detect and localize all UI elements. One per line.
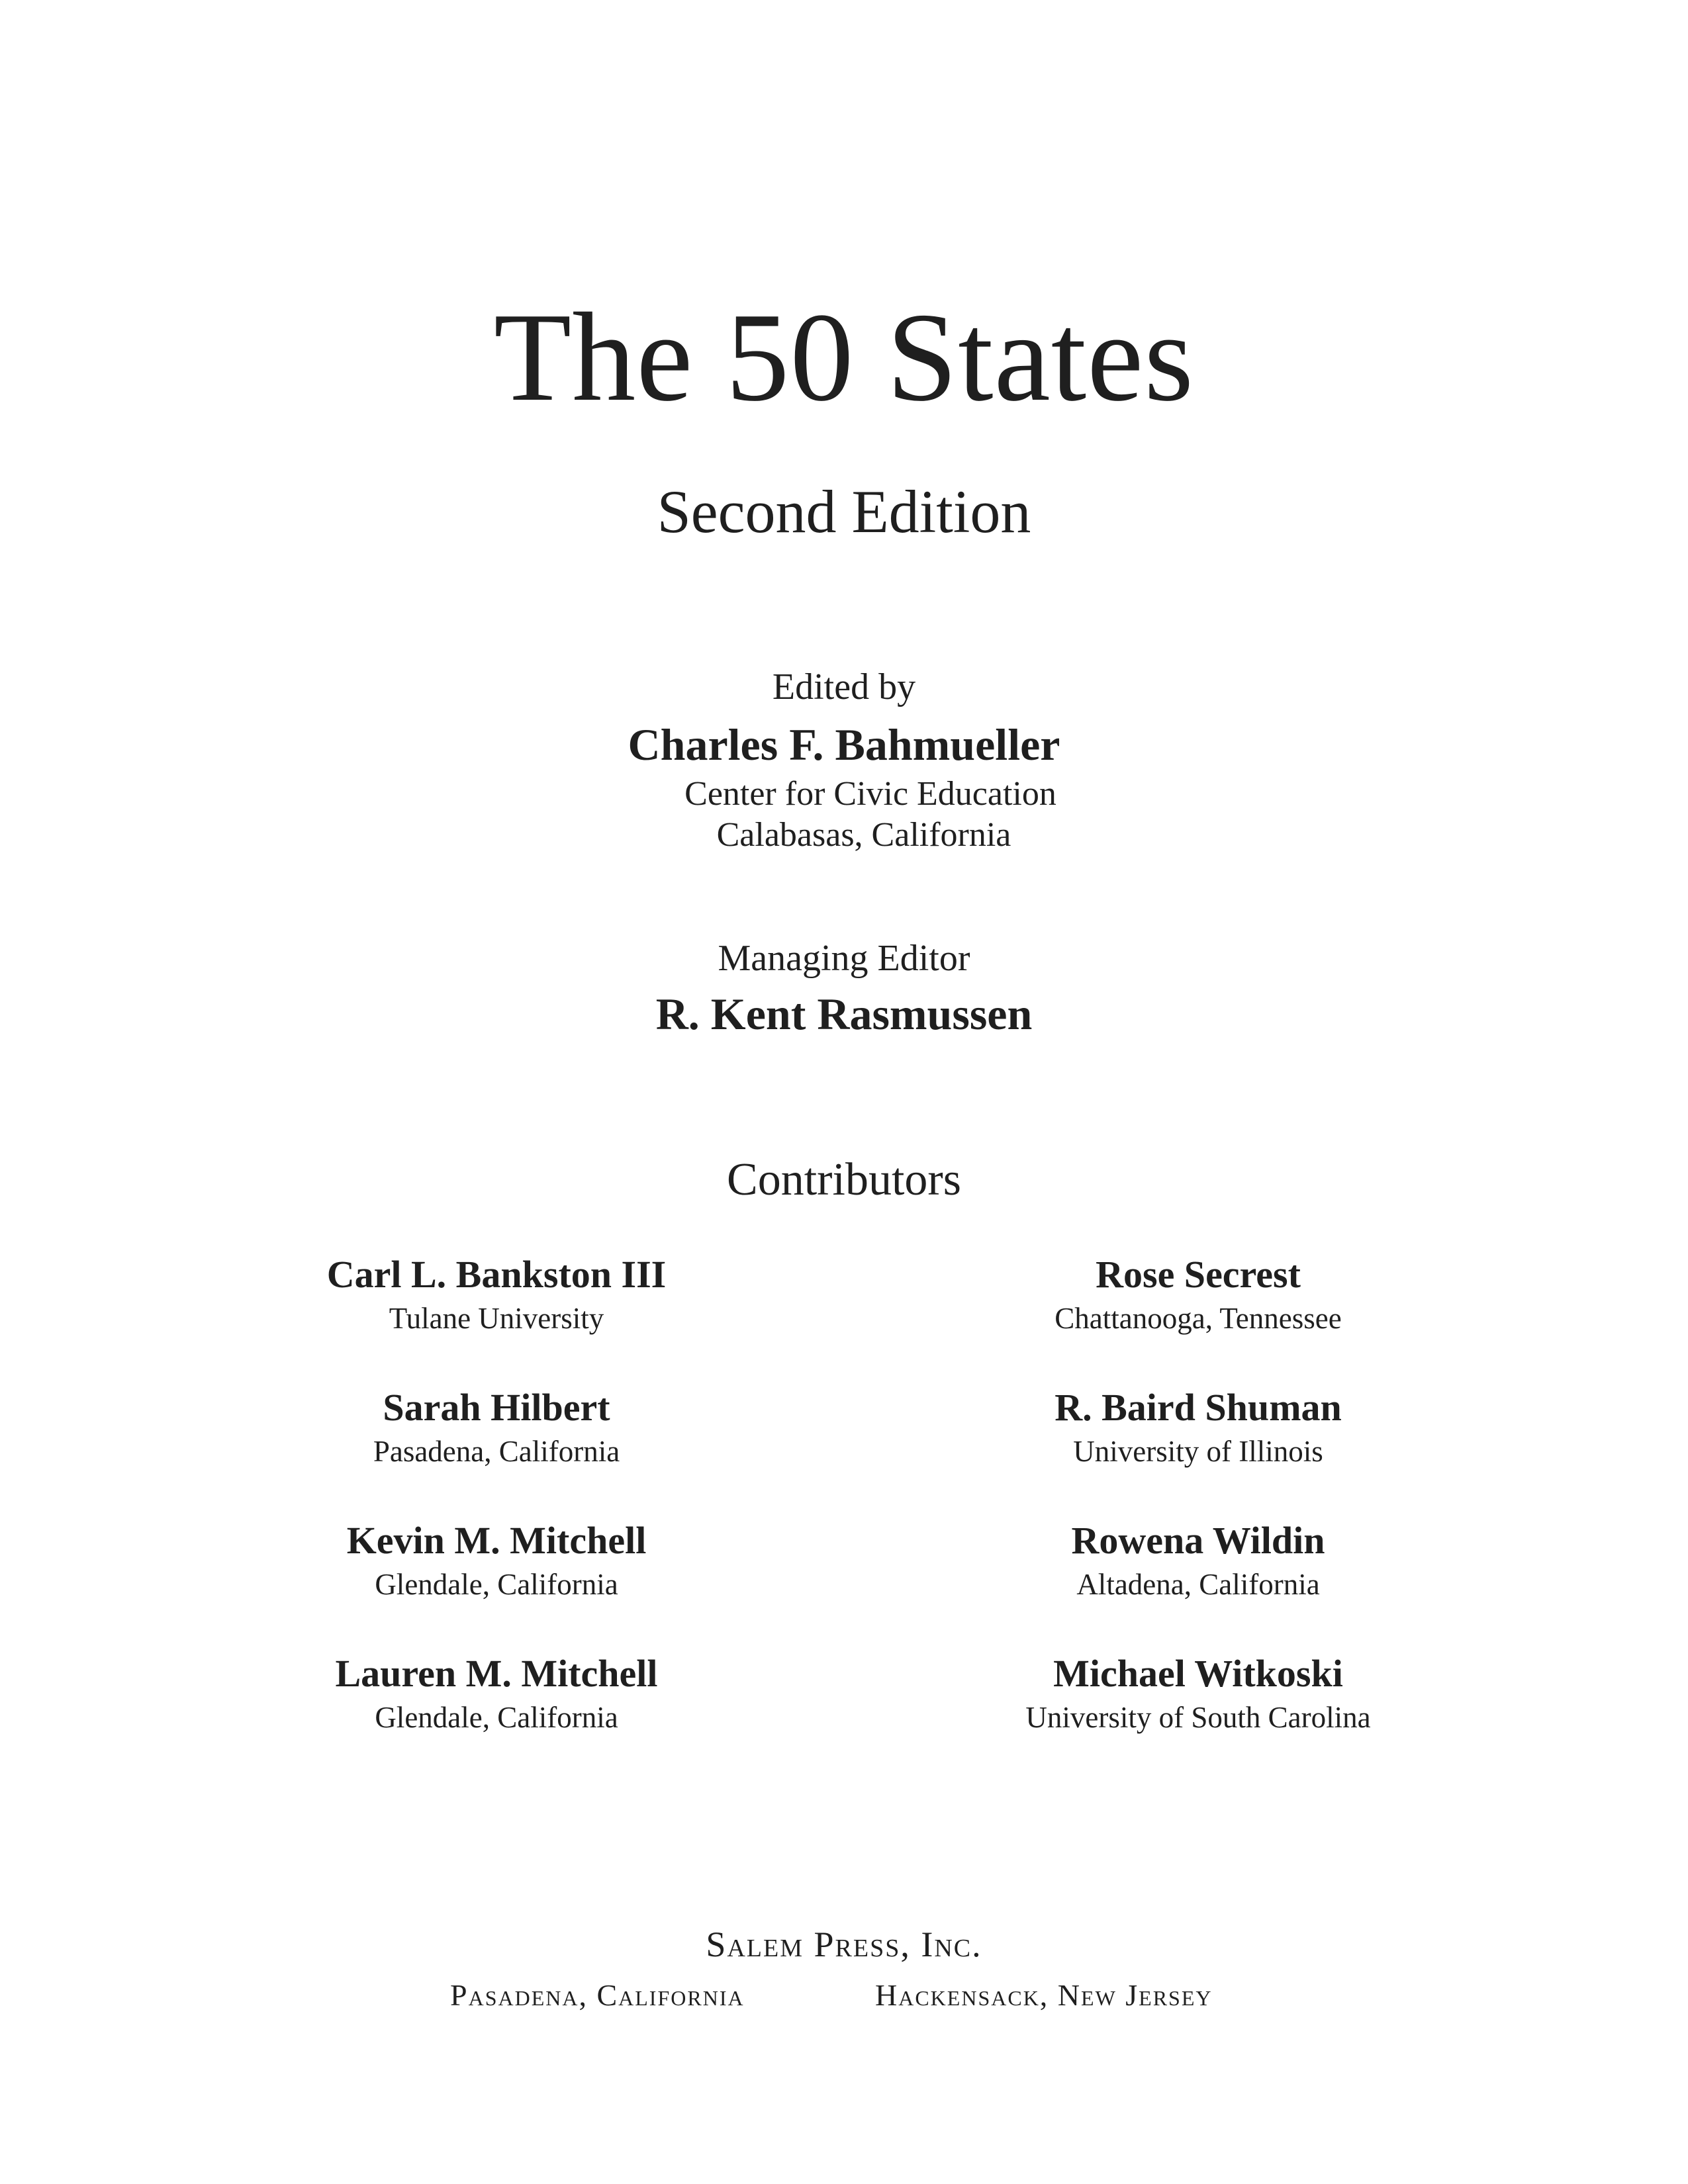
contributor-entry [867, 1384, 1529, 1471]
contributor-name: Michael Witkoski [1053, 1652, 1343, 1695]
contributor-name: Rose Secrest [1096, 1253, 1301, 1296]
editor-name: Charles F. Bahmueller [628, 719, 1060, 770]
contributor-entry [165, 1384, 827, 1471]
publisher-name: Salem Press, Inc. [706, 1925, 982, 1964]
book-title: The 50 States [493, 287, 1195, 428]
contributor-affiliation: Tulane University [389, 1302, 604, 1335]
contributor-name: Lauren M. Mitchell [335, 1652, 658, 1695]
contributor-entry [867, 1650, 1529, 1737]
contributor-name: Carl L. Bankston III [326, 1253, 667, 1296]
contributor-affiliation: University of South Carolina [1025, 1701, 1371, 1734]
contributor-entry [165, 1251, 827, 1338]
contributor-affiliation: Glendale, California [375, 1701, 618, 1734]
contributor-entry [165, 1517, 827, 1604]
contributor-name: Rowena Wildin [1071, 1519, 1325, 1562]
contributor-affiliation: Glendale, California [375, 1568, 618, 1601]
managing-editor-label: Managing Editor [718, 938, 970, 979]
contributor-affiliation: University of Illinois [1073, 1435, 1323, 1468]
contributor-affiliation: Chattanooga, Tennessee [1055, 1302, 1342, 1335]
edition-subtitle: Second Edition [657, 478, 1031, 545]
contributor-entry [165, 1650, 827, 1737]
contributor-entry [867, 1517, 1529, 1604]
publisher-city-left: Pasadena, California [450, 1978, 745, 2012]
managing-editor-name: R. Kent Rasmussen [655, 989, 1033, 1039]
contributor-affiliation: Altadena, California [1076, 1568, 1320, 1601]
contributors-heading: Contributors [727, 1154, 961, 1205]
contributor-entry [867, 1251, 1529, 1338]
contributor-name: Kevin M. Mitchell [346, 1519, 647, 1562]
contributor-name: Sarah Hilbert [383, 1386, 610, 1429]
editor-affiliation-location: Calabasas, California [716, 816, 1011, 854]
editor-affiliation-org: Center for Civic Education [684, 775, 1056, 813]
contributor-name: R. Baird Shuman [1055, 1386, 1342, 1429]
edited-by-label: Edited by [772, 666, 916, 707]
publisher-city-right: Hackensack, New Jersey [875, 1978, 1213, 2012]
contributor-affiliation: Pasadena, California [373, 1435, 620, 1468]
